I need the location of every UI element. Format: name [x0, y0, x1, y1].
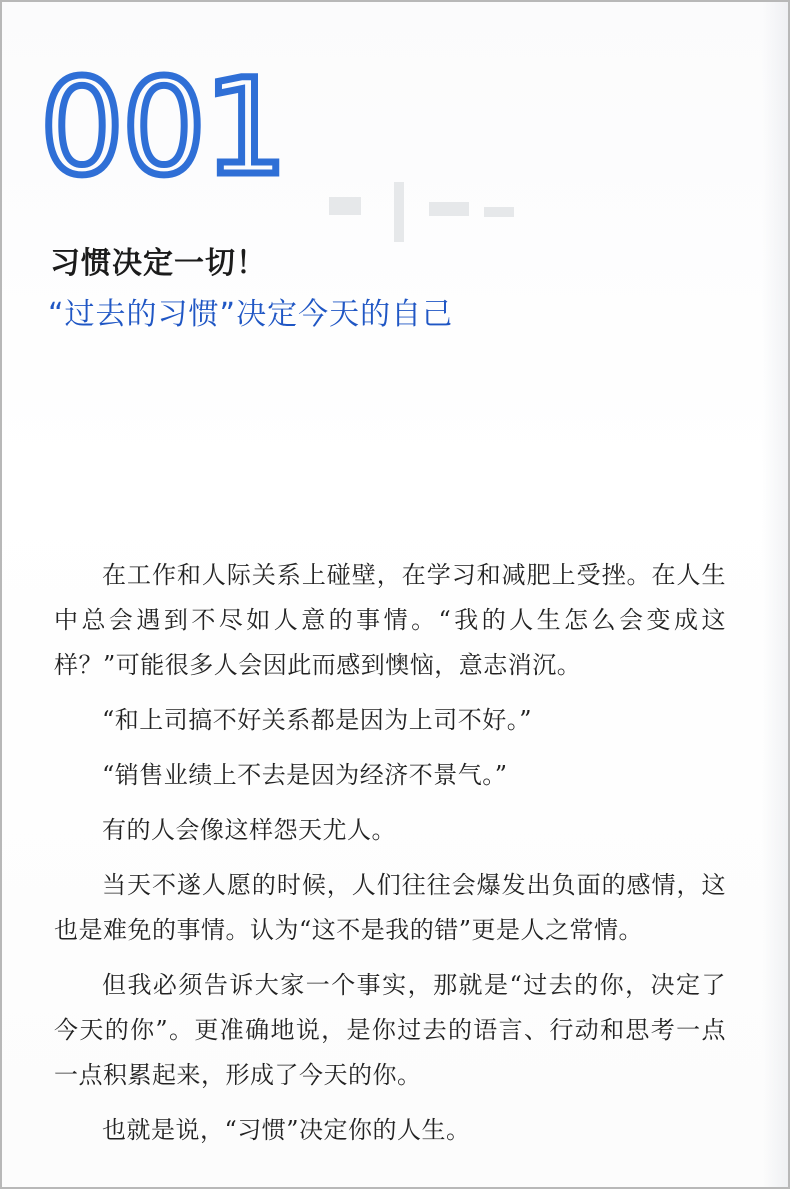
paragraph: 在工作和人际关系上碰壁，在学习和减肥上受挫。在人生中总会遇到不尽如人意的事情。“我的人生怎么会变成这样？”可能很多人会因此而感到懊恼，意志消沉。 [54, 561, 726, 679]
paragraph: “和上司搞不好关系都是因为上司不好。” [102, 706, 533, 734]
show-through-ghost-mark [324, 177, 534, 257]
chapter-title: 习惯决定一切！ [50, 246, 267, 281]
chapter-subtitle: “过去的习惯”决定今天的自己 [48, 297, 454, 332]
paragraph: 当天不遂人愿的时候，人们往往会爆发出负面的感情，这也是难免的事情。认为“这不是我的错”更是人之常情。 [54, 871, 726, 944]
paragraph: 也就是说，“习惯”决定你的人生。 [102, 1116, 471, 1144]
chapter-number: 001 [40, 51, 286, 205]
paragraph: “销售业绩上不去是因为经济不景气。” [102, 761, 508, 789]
page-edge-shade [762, 2, 788, 1189]
paragraph: 有的人会像这样怨天尤人。 [102, 816, 396, 844]
paragraph: 但我必须告诉大家一个事实，那就是“过去的你，决定了今天的你”。更准确地说，是你过去的语言、行动和思考一点一点积累起来，形成了今天的你。 [54, 971, 726, 1089]
body-text [54, 553, 726, 1163]
